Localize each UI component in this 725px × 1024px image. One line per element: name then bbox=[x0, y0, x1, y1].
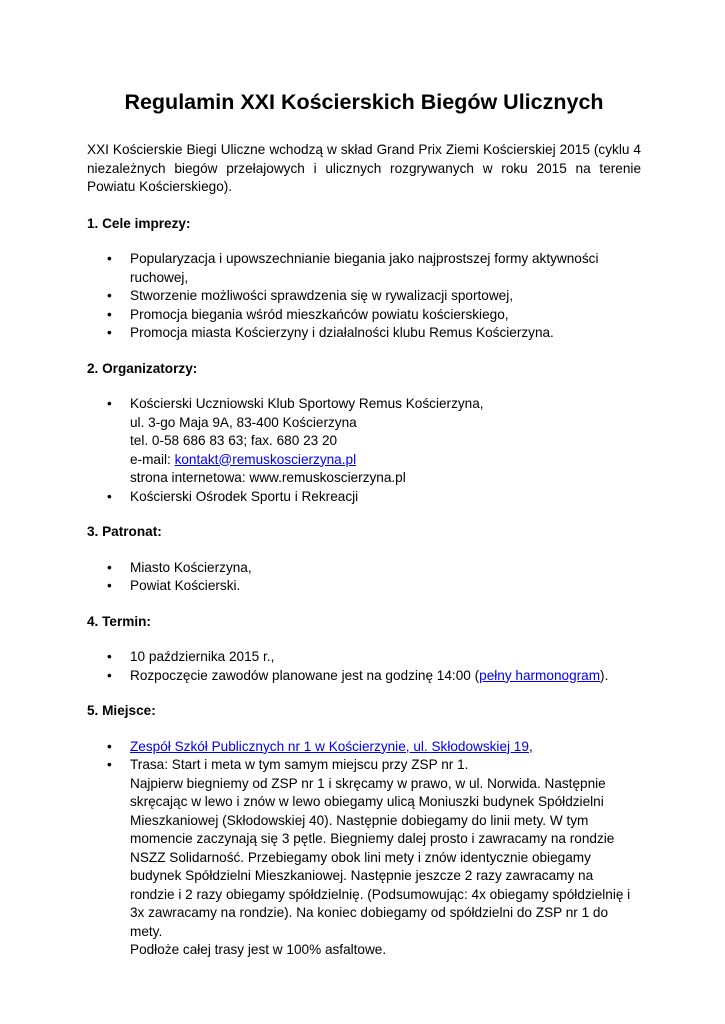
list-item: • Powiat Kościerski. bbox=[87, 577, 641, 596]
email-label: e-mail: bbox=[130, 451, 175, 467]
route-surface: Podłoże całej trasy jest w 100% asfaltowe. bbox=[130, 942, 387, 957]
goals-list bbox=[87, 250, 641, 343]
club-address: ul. 3-go Maja 9A, 83-400 Kościerzyna bbox=[130, 414, 357, 430]
venue-link[interactable]: Zespół Szkół Publicznych nr 1 w Kościerzynie, ul. Skłodowskiej 19 bbox=[130, 738, 529, 754]
list-item: • Promocja miasta Kościerzyny i działalności klubu Remus Kościerzyna. bbox=[87, 324, 641, 343]
club-phone: tel. 0-58 686 83 63; fax. 680 23 20 bbox=[130, 433, 338, 448]
club-website: strona internetowa: www.remuskoscierzyna.pl bbox=[130, 470, 406, 485]
place-list bbox=[87, 738, 641, 960]
organizer-club bbox=[87, 395, 641, 488]
event-date: • 10 października 2015 r., bbox=[87, 648, 641, 667]
section-heading-date: 4. Termin: bbox=[87, 613, 151, 629]
organizers-list bbox=[87, 395, 641, 506]
email-link[interactable]: kontakt@remuskoscierzyna.pl bbox=[174, 451, 357, 467]
patronage-list bbox=[87, 559, 641, 596]
start-time-item bbox=[87, 667, 641, 686]
list-item: • Miasto Kościerzyna, bbox=[87, 559, 641, 578]
route-item bbox=[87, 756, 641, 960]
venue-item bbox=[87, 738, 641, 757]
section-heading-place: 5. Miejsce: bbox=[87, 703, 156, 718]
start-time-text: Rozpoczęcie zawodów planowane jest na godzinę 14:00 ( bbox=[130, 667, 480, 683]
page-title: Regulamin XXI Kościerskich Biegów Ulicznych bbox=[124, 90, 604, 114]
list-item: • Popularyzacja i upowszechnianie biegania jako najprostszej formy aktywności ruchowej, bbox=[87, 250, 641, 287]
route-description: Najpierw biegniemy od ZSP nr 1 i skręcamy w prawo, w ul. Norwida. Następnie skręcając w lewo i znów w lewo obiegamy ulicą Moniuszki budynek Spółdzielni Mieszkaniowej (Skłodowskiej 40). Następnie dobiegamy do linii mety. W tym momencie zaczynają się 3 pętle. Biegniemy dalej prosto i zawracamy na rondzie NSZZ Solidarność. Przebiegamy obok lini mety i znów identycznie obiegamy budynek Spółdzielni Mieszkaniowej. Następnie jeszcze 2 razy zawracamy na rondzie i 2 razy obiegamy spółdzielnię. (Podsumowując: 4x obiegamy spółdzielnię i 3x zawracamy na rondzie). Na koniec dobiegamy od spółdzielni do ZSP nr 1 do mety. bbox=[130, 775, 631, 939]
intro-paragraph: XXI Kościerskie Biegi Uliczne wchodzą w skład Grand Prix Ziemi Kościerskiej 2015 (cyklu 4 niezależnych biegów przełajowych i ulicznych rozgrywanych w roku 2015 na terenie Powiatu Kościerskiego). bbox=[87, 142, 641, 194]
schedule-link[interactable]: pełny harmonogram bbox=[479, 667, 601, 683]
organizer-second: • Kościerski Ośrodek Sportu i Rekreacji bbox=[87, 488, 641, 507]
list-item: • Promocja biegania wśród mieszkańców powiatu kościerskiego, bbox=[87, 306, 641, 325]
section-heading-patronage: 3. Patronat: bbox=[87, 524, 162, 539]
section-heading-organizers: 2. Organizatorzy: bbox=[87, 360, 198, 376]
section-heading-goals: 1. Cele imprezy: bbox=[87, 215, 191, 231]
list-item: • Stworzenie możliwości sprawdzenia się w rywalizacji sportowej, bbox=[87, 287, 641, 306]
start-time-suffix: ). bbox=[600, 667, 609, 683]
venue-suffix: , bbox=[528, 738, 533, 754]
route-start: • Trasa: Start i meta w tym samym miejscu przy ZSP nr 1. bbox=[130, 757, 469, 772]
club-name: • Kościerski Uczniowski Klub Sportowy Remus Kościerzyna, bbox=[130, 396, 484, 411]
club-email-line bbox=[130, 451, 641, 470]
date-list bbox=[87, 648, 641, 685]
